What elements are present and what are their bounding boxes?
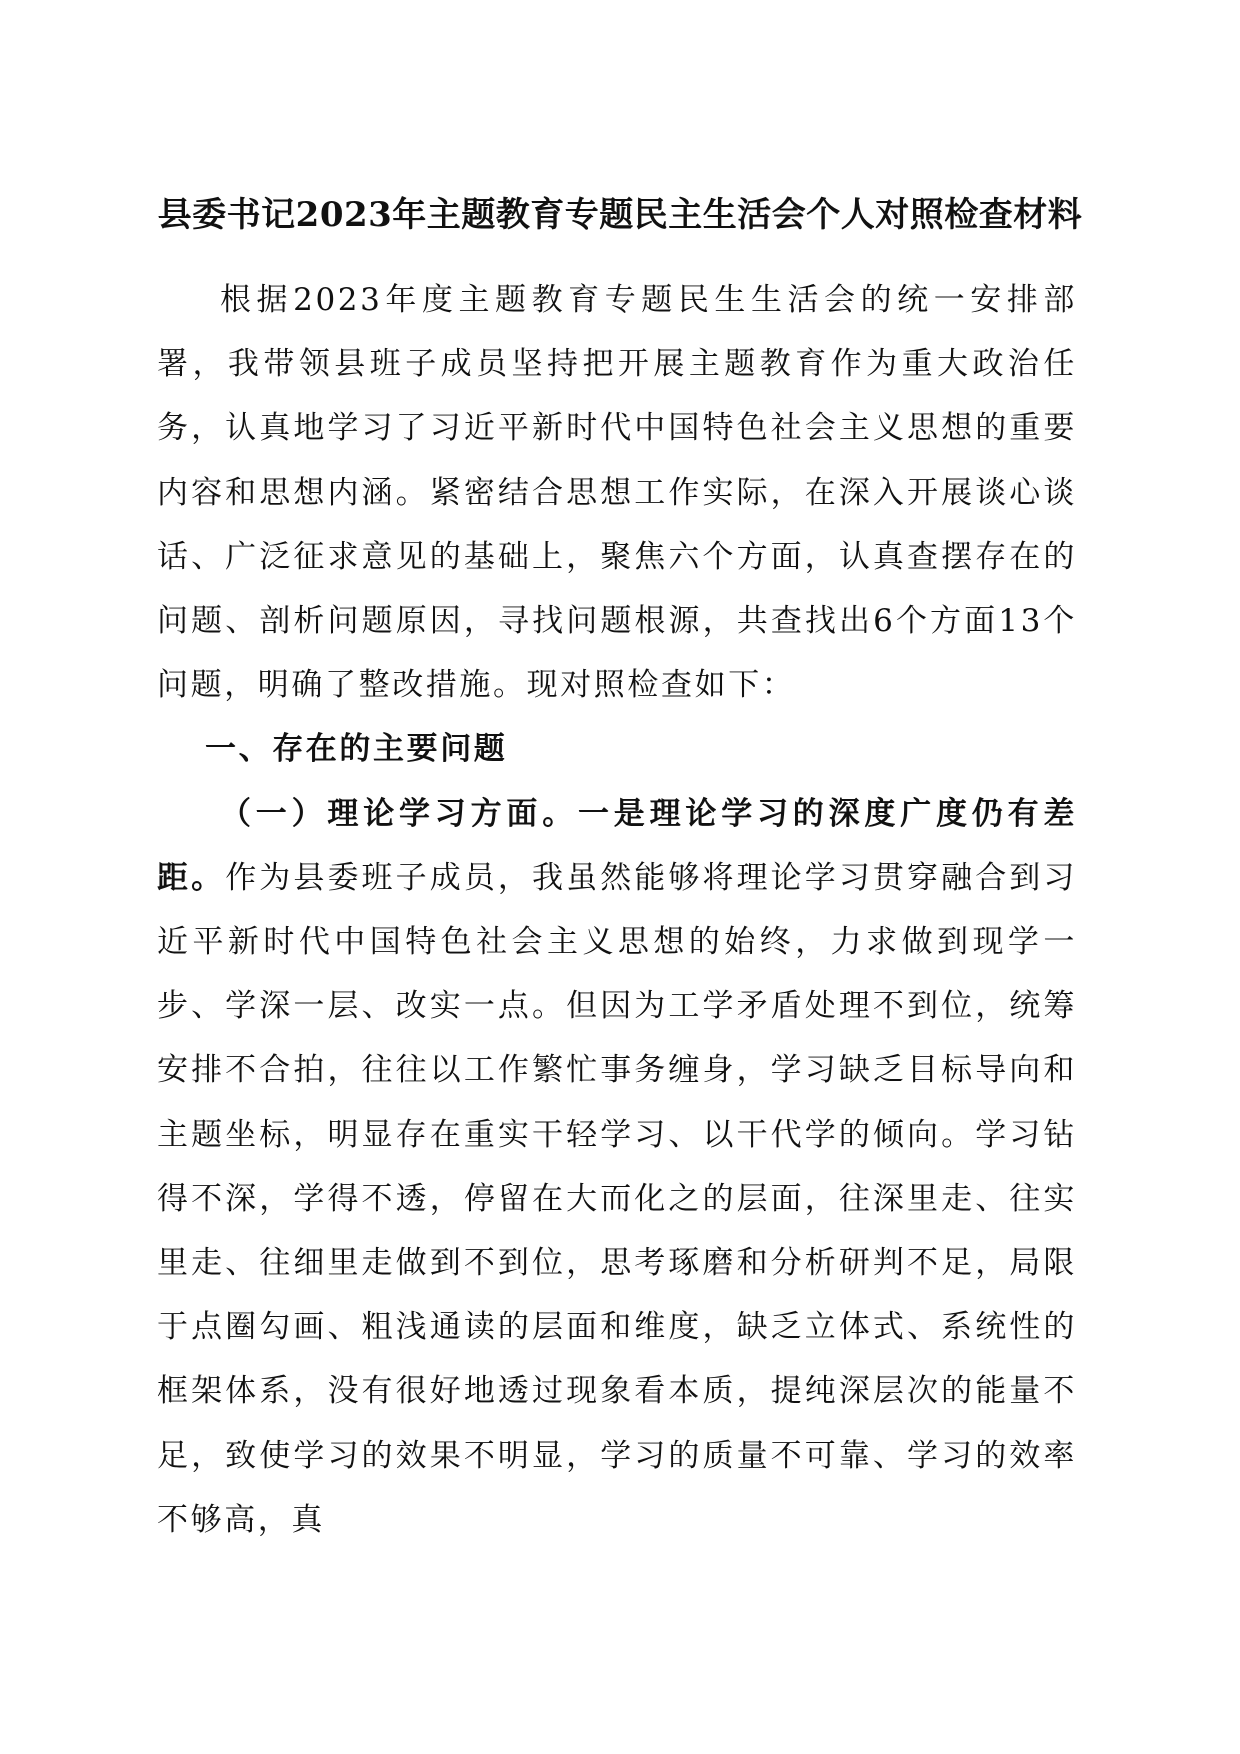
item-heading: （一）理论学习方面。一是理论学习的深度广度仍有差距。 [157, 795, 1077, 896]
item-body: 作为县委班子成员，我虽然能够将理论学习贯穿融合到习近平新时代中国特色社会主义思想的始终，力求做到现学一步、学深一层、改实一点。但因为工学矛盾处理不到位，统筹安排不合拍，往往以工作繁忙事务缠身，学习缺乏目标导向和主题坐标，明显存在重实干轻学习、以干代学的倾向。学习钻得不深，学得不透，停留在大而化之的层面，往深里走、往实里走、往细里走做到不到位，思考琢磨和分析研判不足，局限于点圈勾画、粗浅通读的层面和维度，缺乏立体式、系统性的框架体系，没有很好地透过现象看本质，提纯深层次的能量不足，致使学习的效果不明显，学习的质量不可靠、学习的效率不够高，真 [157, 859, 1077, 1538]
section-heading: 一、存在的主要问题 [205, 731, 508, 768]
intro-paragraph: 根据2023年度主题教育专题民生生活会的统一安排部署，我带领县班子成员坚持把开展主题教育作为重大政治任务，认真地学习了习近平新时代中国特色社会主义思想的重要内容和思想内涵。紧密结合思想工作实际，在深入开展谈心谈话、广泛征求意见的基础上，聚焦六个方面，认真查摆存在的问题、剖析问题原因，寻找问题根源，共查找出6个方面13个问题，明确了整改措施。现对照检查如下： [157, 282, 1077, 704]
document-body [157, 268, 1077, 1552]
section-item-paragraph [157, 782, 1077, 1552]
document-title: 县委书记2023年主题教育专题民主生活会个人对照检查材料 [157, 195, 1083, 235]
